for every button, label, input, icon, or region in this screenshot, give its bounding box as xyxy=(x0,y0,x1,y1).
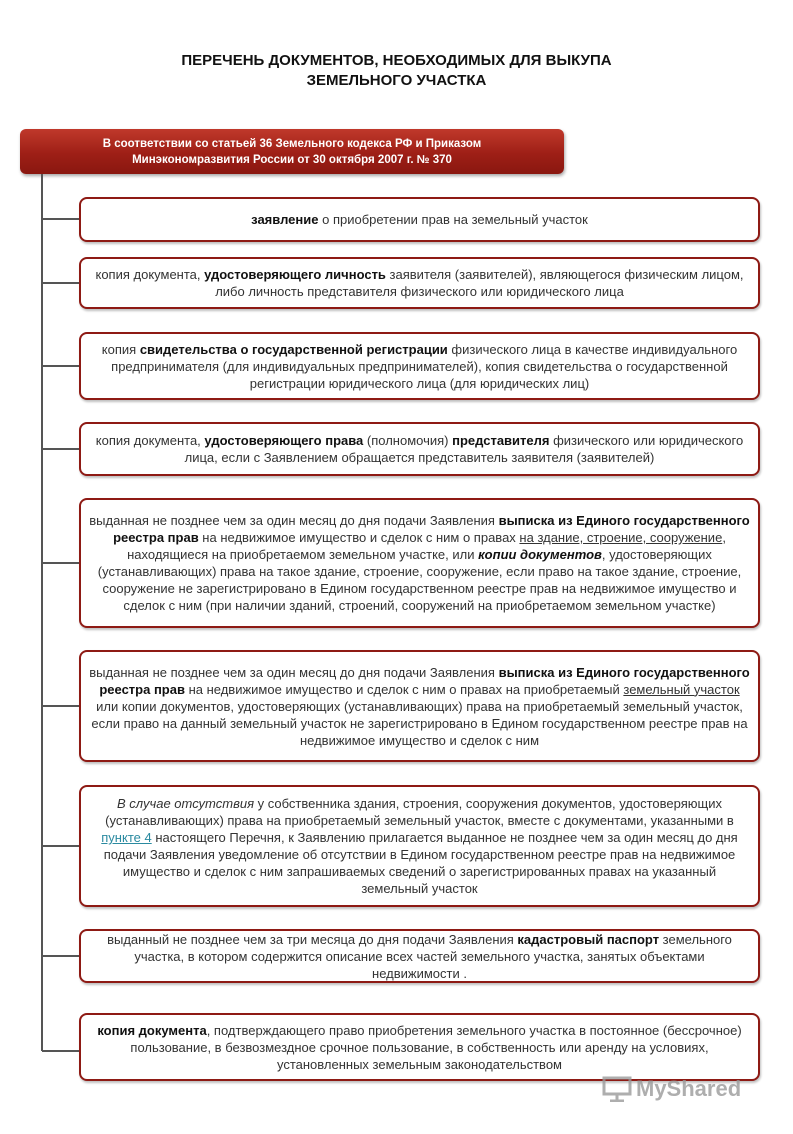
item-text: выданная не позднее чем за один месяц до дня подачи Заявления xyxy=(89,513,499,528)
item-emphasis: кадастровый паспорт xyxy=(517,931,660,947)
item-emphasis: выписка из Единого государственного реестра прав xyxy=(113,513,750,545)
document-item-right-confirmation xyxy=(79,1013,760,1081)
watermark-text: MyShared xyxy=(636,1076,742,1101)
page-title-line2: ЗЕМЕЛЬНОГО УЧАСТКА xyxy=(306,72,487,89)
connector-branch xyxy=(42,705,80,707)
legal-basis-line1: В соответствии со статьей 36 Земельного кодекса РФ и Приказом xyxy=(102,138,482,150)
item-text: о приобретении прав на земельный участок xyxy=(318,212,588,227)
item-text: или копии документов, удостоверяющих (устанавливающих) права на приобретаемый земельный участок, если право на данный земельный участок не зарегистрировано в Едином государственном реестре прав на недвижимое имущество и сделок с ним xyxy=(91,698,748,748)
item-text: физического или юридического лица, если с Заявлением обращается представитель заявителя (заявителей) xyxy=(184,433,744,465)
watermark xyxy=(602,1074,741,1104)
point-4-link[interactable]: пункте 4 xyxy=(101,830,152,845)
document-item-representative xyxy=(79,422,760,476)
item-emphasis: свидетельства о государственной регистрации xyxy=(139,341,448,357)
item-emphasis: заявление xyxy=(251,212,319,227)
item-emphasis: выписка из Единого государственного реестра прав xyxy=(99,664,750,697)
item-text: (полномочия) xyxy=(363,433,453,448)
item-text: земельного участка, в котором содержится описание всех частей земельного участка, занятых объектами недвижимости . xyxy=(134,931,732,981)
connector-branch xyxy=(42,955,80,957)
connector-branch xyxy=(42,282,80,284)
item-italic: В случае отсутствия xyxy=(117,796,255,811)
connector-branch xyxy=(42,562,80,564)
item-underlined: земельный участок xyxy=(623,681,740,697)
item-emphasis: копии документов xyxy=(478,547,602,562)
item-text: выданный не позднее чем за три месяца до дня подачи Заявления xyxy=(107,931,518,947)
item-emphasis: удостоверяющего личность xyxy=(204,267,386,282)
document-item-identity xyxy=(79,257,760,309)
item-text: копия документа, xyxy=(95,267,205,282)
item-text: физического лица в качестве индивидуального предпринимателя (для индивидуальных предпринимателей), копия свидетельства о государственной регистрации юридического лица (для юридических лиц) xyxy=(111,341,738,391)
connector-branch xyxy=(42,448,80,450)
item-text: , подтверждающего право приобретения земельного участка в постоянное (бессрочное) пользование, в безвозмездное срочное пользование, в собственность или аренду на условиях, установленных земельным законодательством xyxy=(130,1022,742,1072)
connector-branch xyxy=(42,365,80,367)
item-text: у собственника здания, строения, сооружения документов, удостоверяющих (устанавливающих) права на приобретаемый земельный участок, вместе с документами, указанными в xyxy=(105,796,734,828)
legal-basis-line2: Минэкономразвития России от 30 октября 2007 г. № 370 xyxy=(132,154,452,166)
item-text: выданная не позднее чем за один месяц до дня подачи Заявления xyxy=(89,664,499,680)
item-text: , удостоверяющих (устанавливающих) права на такое здание, строение, сооружение, если право на такое здание, строение, сооружение не зарегистрировано в Едином государственном реестре прав на недвижимое имущество и сделок с ним (при наличии зданий, строений, сооружений на приобретаемом земельном участке) xyxy=(97,547,742,613)
item-text: на недвижимое имущество и сделок с ним о правах xyxy=(198,530,520,545)
connector-trunk xyxy=(41,174,43,1051)
item-emphasis: удостоверяющего права xyxy=(204,433,364,448)
document-item-application xyxy=(79,197,760,242)
item-emphasis: копия документа xyxy=(97,1022,207,1038)
connector-branch xyxy=(42,1050,80,1052)
document-item-land-extract xyxy=(79,650,760,762)
document-item-registration-certificate xyxy=(79,332,760,400)
item-text: на недвижимое имущество и сделок с ним о правах на приобретаемый xyxy=(184,681,624,697)
connector-branch xyxy=(42,218,80,220)
item-text: , находящиеся на приобретаемом земельном участке, или xyxy=(127,530,726,562)
item-underlined: на здание, строение, сооружение xyxy=(519,530,723,545)
document-item-absence-notice xyxy=(79,785,760,907)
page-title xyxy=(0,51,793,91)
document-item-building-extract xyxy=(79,498,760,628)
presentation-icon xyxy=(602,1076,632,1102)
page-title-line1: ПЕРЕЧЕНЬ ДОКУМЕНТОВ, НЕОБХОДИМЫХ ДЛЯ ВЫКУПА xyxy=(181,52,612,69)
item-text: копия xyxy=(101,341,140,357)
connector-branch xyxy=(42,845,80,847)
item-text: заявителя (заявителей), являющегося физическим лицом, либо личность представителя физического или юридического лица xyxy=(215,267,744,299)
item-text: копия документа, xyxy=(95,433,205,448)
document-item-cadastral-passport xyxy=(79,929,760,983)
item-text: настоящего Перечня, к Заявлению прилагается выданное не позднее чем за один месяц до дня подачи Заявления уведомление об отсутствии в Едином государственном реестре прав на недвижимое имущество и сделок с ним запрашиваемых сведений о зарегистрированных правах на указанный земельный участок xyxy=(103,830,738,896)
item-emphasis: представителя xyxy=(452,433,550,448)
legal-basis-header xyxy=(20,129,564,174)
